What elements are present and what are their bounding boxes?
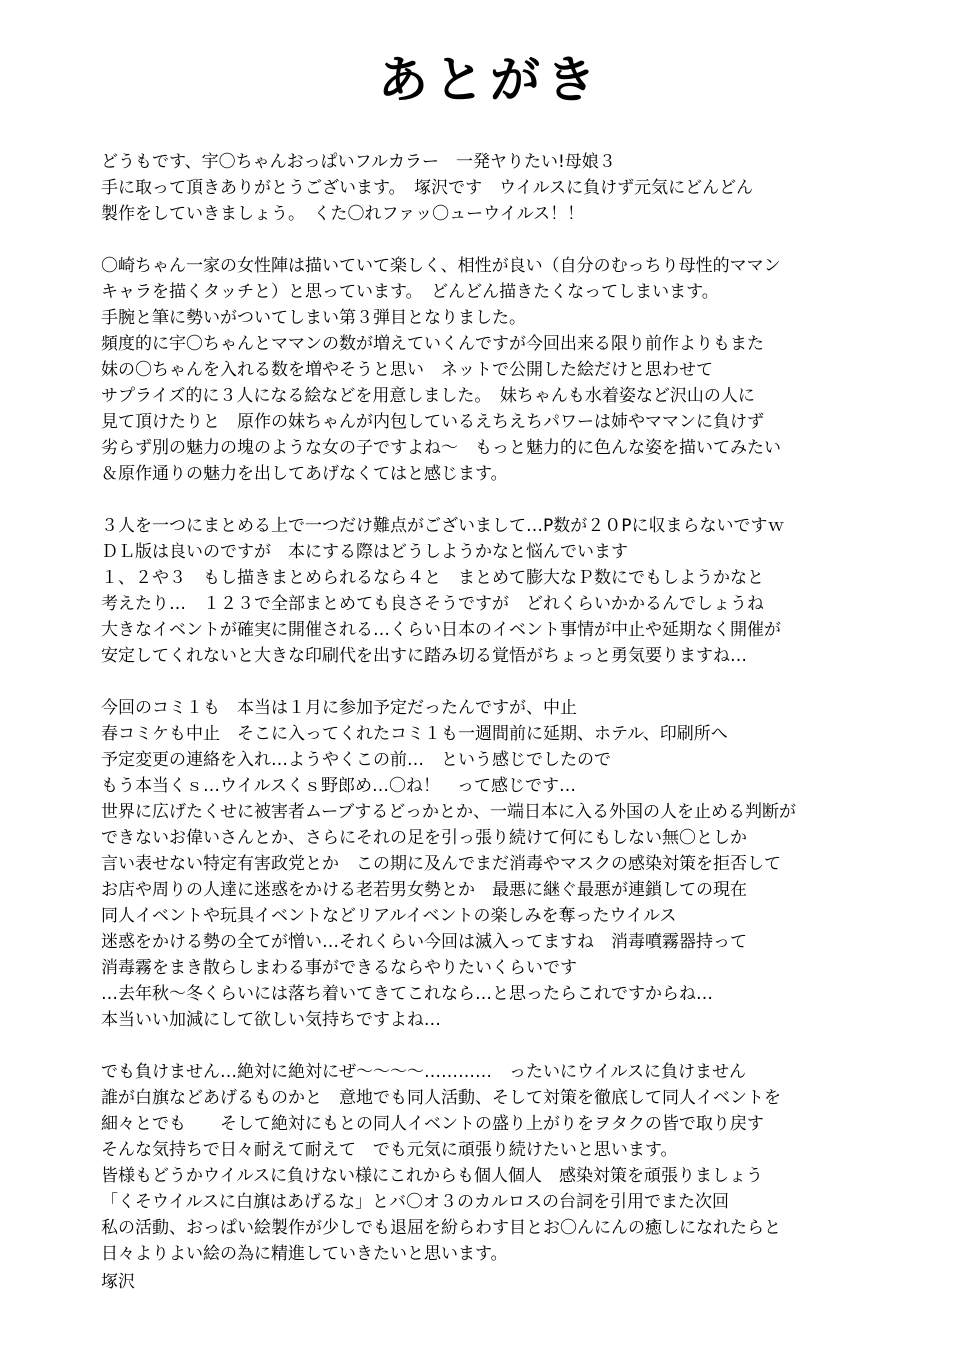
paragraph bbox=[101, 695, 941, 1033]
page-title: あとがき bbox=[378, 50, 602, 109]
text-line: ＤＬ版は良いのですが 本にする際はどうしようかなと悩んでいます bbox=[101, 542, 628, 562]
text-line: 細々とでも そして絶対にもとの同人イベントの盛り上がりをヲタクの皆で取り戻す bbox=[101, 1114, 764, 1134]
text-line: 春コミケも中止 そこに入ってくれたコミ１も一週間前に延期、ホテル、印刷所へ bbox=[101, 724, 728, 744]
text-line: 製作をしていきましょう。 くた〇れファッ〇ューウイルス！！ bbox=[101, 204, 585, 224]
author-signature: 塚沢 bbox=[101, 1272, 135, 1292]
text-line: でも負けません…絶対に絶対にぜ～～～～………… ったいにウイルスに負けません bbox=[101, 1062, 746, 1082]
text-line: 〇崎ちゃん一家の女性陣は描いていて楽しく、相性が良い（自分のむっちり母性的ママン bbox=[101, 256, 781, 276]
paragraph bbox=[101, 149, 941, 227]
text-line: 迷惑をかける勢の全てが憎い…それくらい今回は滅入ってますね 消毒噴霧器持って bbox=[101, 932, 747, 952]
text-line: …去年秋～冬くらいには落ち着いてきてこれなら…と思ったらこれですからね… bbox=[101, 984, 713, 1004]
text-line: できないお偉いさんとか、さらにそれの足を引っ張り続けて何にもしない無〇としか bbox=[101, 828, 747, 848]
text-line: キャラを描くタッチと）と思っています。 どんどん描きたくなってしまいます。 bbox=[101, 282, 719, 302]
afterword-body bbox=[101, 149, 941, 1267]
paragraph-gap bbox=[101, 1033, 941, 1059]
text-line: 消毒霧をまき散らしまわる事ができるならやりたいくらいです bbox=[101, 958, 577, 978]
text-line: １、２や３ もし描きまとめられるなら４と まとめて膨大なＰ数にでもしようかなと bbox=[101, 568, 764, 588]
text-line: 皆様もどうかウイルスに負けない様にこれからも個人個人 感染対策を頑張りましょう bbox=[101, 1166, 763, 1186]
text-line: 今回のコミ１も 本当は１月に参加予定だったんですが、中止 bbox=[101, 698, 577, 718]
text-line: 世界に広げたくせに被害者ムーブするどっかとか、一端日本に入る外国の人を止める判断が bbox=[101, 802, 796, 822]
text-line: 見て頂けたりと 原作の妹ちゃんが内包しているえちえちパワーは姉やママンに負けず bbox=[101, 412, 764, 432]
text-line: 考えたり… １２３で全部まとめても良さそうですが どれくらいかかるんでしょうね bbox=[101, 594, 764, 614]
text-line: 私の活動、おっぱい絵製作が少しでも退屈を紛らわす目とお〇んにんの癒しになれたらと bbox=[101, 1218, 781, 1238]
text-line: サプライズ的に３人になる絵などを用意しました。 妹ちゃんも水着姿など沢山の人に bbox=[101, 386, 755, 406]
text-line: 誰が白旗などあげるものかと 意地でも同人活動、そして対策を徹底して同人イベントを bbox=[101, 1088, 781, 1108]
text-line: 同人イベントや玩具イベントなどリアルイベントの楽しみを奪ったウイルス bbox=[101, 906, 677, 926]
paragraph-gap bbox=[101, 669, 941, 695]
paragraph bbox=[101, 513, 941, 669]
text-line: 予定変更の連絡を入れ…ようやくこの前… という感じでしたので bbox=[101, 750, 611, 770]
paragraph-gap bbox=[101, 487, 941, 513]
paragraph bbox=[101, 253, 941, 487]
text-line: 言い表せない特定有害政党とか この期に及んでまだ消毒やマスクの感染対策を拒否して bbox=[101, 854, 781, 874]
text-line: ＆原作通りの魅力を出してあげなくてはと感じます。 bbox=[101, 464, 508, 484]
text-line: どうもです、宇〇ちゃんおっぱいフルカラー 一発ヤりたい!母娘３ bbox=[101, 152, 616, 172]
text-line: 劣らず別の魅力の塊のような女の子ですよね～ もっと魅力的に色んな姿を描いてみたい bbox=[101, 438, 781, 458]
text-line: 「くそウイルスに白旗はあげるな」とバ〇オ３のカルロスの台詞を引用でまた次回 bbox=[101, 1192, 729, 1212]
text-line: 日々よりよい絵の為に精進していきたいと思います。 bbox=[101, 1244, 508, 1264]
text-line: 妹の〇ちゃんを入れる数を増やそうと思い ネットで公開した絵だけと思わせて bbox=[101, 360, 713, 380]
text-line: そんな気持ちで日々耐えて耐えて でも元気に頑張り続けたいと思います。 bbox=[101, 1140, 678, 1160]
paragraph bbox=[101, 1059, 941, 1267]
text-line: 手腕と筆に勢いがついてしまい第３弾目となりました。 bbox=[101, 308, 526, 328]
text-line: 大きなイベントが確実に開催される…くらい日本のイベント事情が中止や延期なく開催が bbox=[101, 620, 781, 640]
text-line: 本当いい加減にして欲しい気持ちですよね… bbox=[101, 1010, 441, 1030]
paragraph-gap bbox=[101, 227, 941, 253]
text-line: 頻度的に宇〇ちゃんとママンの数が増えていくんですが今回出来る限り前作よりもまた bbox=[101, 334, 764, 354]
text-line: お店や周りの人達に迷惑をかける老若男女勢とか 最悪に継ぐ最悪が連鎖しての現在 bbox=[101, 880, 747, 900]
text-line: ３人を一つにまとめる上で一つだけ難点がございまして…P数が２０Pに収まらないですｗ bbox=[101, 516, 785, 536]
text-line: もう本当くｓ…ウイルスくｓ野郎め…〇ね！ って感じです… bbox=[101, 776, 576, 796]
text-line: 安定してくれないと大きな印刷代を出すに踏み切る覚悟がちょっと勇気要りますね… bbox=[101, 646, 747, 666]
text-line: 手に取って頂きありがとうございます。 塚沢です ウイルスに負けず元気にどんどん bbox=[101, 178, 754, 198]
